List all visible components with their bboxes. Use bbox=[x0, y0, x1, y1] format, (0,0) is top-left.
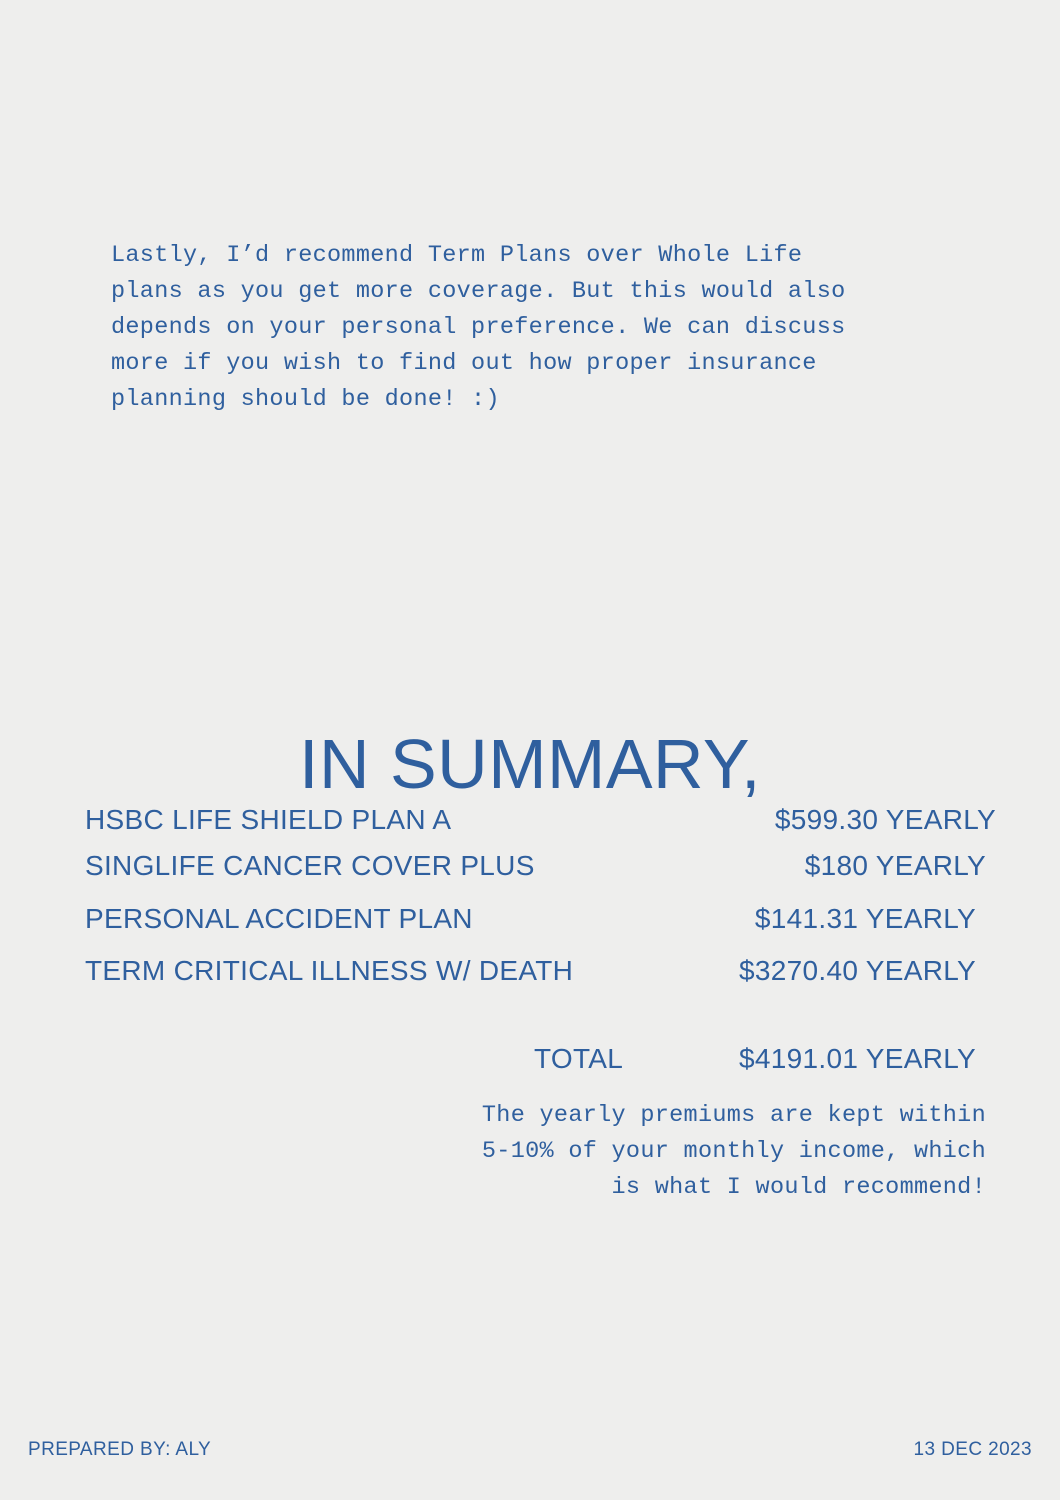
summary-title: IN SUMMARY, bbox=[299, 725, 761, 803]
total-value: $4191.01 YEARLY bbox=[739, 1043, 976, 1074]
plan-price: $141.31 YEARLY bbox=[754, 903, 976, 934]
plan-name: SINGLIFE CANCER COVER PLUS bbox=[85, 850, 535, 881]
date-label: 13 DEC 2023 bbox=[913, 1439, 1032, 1460]
plan-name: HSBC LIFE SHIELD PLAN A bbox=[85, 804, 452, 835]
intro-paragraph: Lastly, I’d recommend Term Plans over Whole Life plans as you get more coverage. But this would also depends on your personal preference. We can discuss more if you wish to find out how proper insurance planning should be done! :) bbox=[111, 242, 846, 413]
plan-name: TERM CRITICAL ILLNESS W/ DEATH bbox=[85, 955, 574, 986]
prepared-by: PREPARED BY: ALY bbox=[28, 1439, 212, 1460]
total-label: TOTAL bbox=[534, 1043, 624, 1074]
plan-name: PERSONAL ACCIDENT PLAN bbox=[85, 903, 473, 934]
plan-price: $180 YEARLY bbox=[804, 850, 986, 881]
premium-note: The yearly premiums are kept within 5-10% of your monthly income, which is what I would recommend! bbox=[481, 1102, 986, 1201]
plan-price: $599.30 YEARLY bbox=[774, 804, 996, 835]
plan-price: $3270.40 YEARLY bbox=[739, 955, 976, 986]
